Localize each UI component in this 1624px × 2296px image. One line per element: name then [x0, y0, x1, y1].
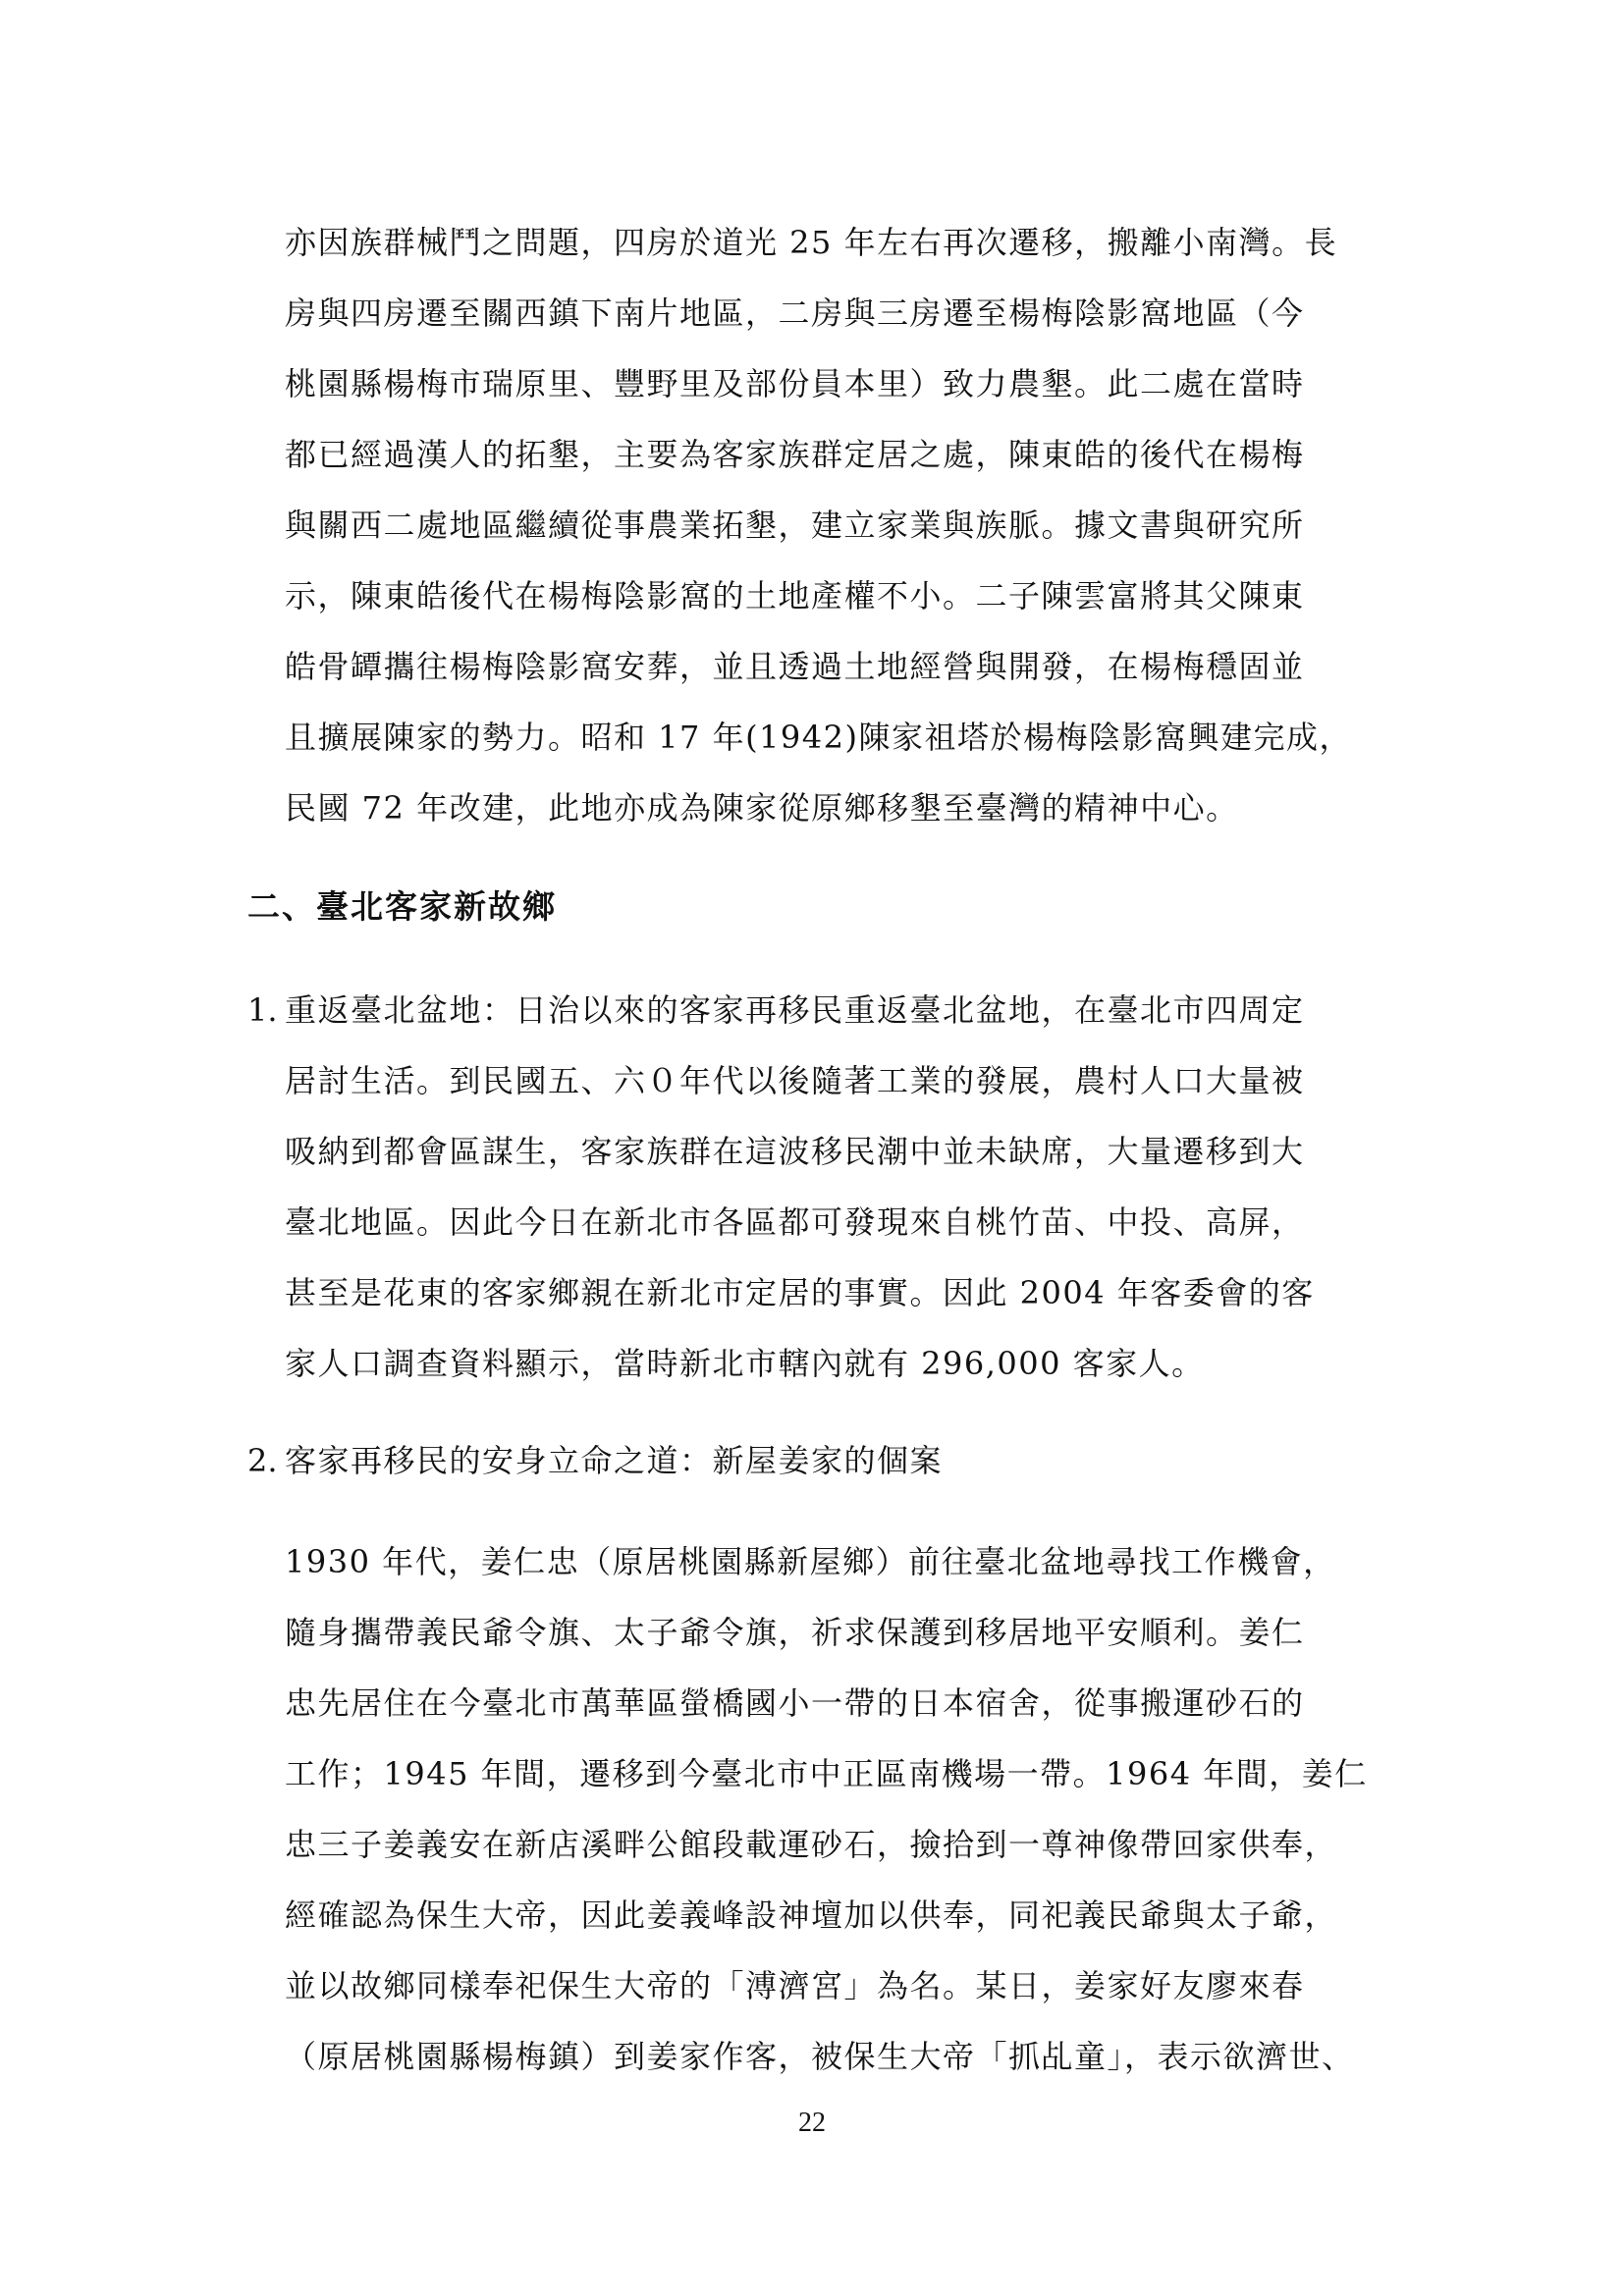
- text-line: 房與四房遷至關西鎮下南片地區，二房與三房遷至楊梅陰影窩地區（今: [285, 294, 1305, 332]
- list-item-title: 客家再移民的安身立命之道：新屋姜家的個案: [285, 1442, 944, 1479]
- text-line: 忠先居住在今臺北市萬華區螢橋國小一帶的日本宿舍，從事搬運砂石的: [285, 1684, 1305, 1722]
- text-line: 臺北地區。因此今日在新北市各區都可發現來自桃竹苗、中投、高屏，: [285, 1203, 1305, 1241]
- text-line: 工作；1945 年間，遷移到今臺北市中正區南機場一帶。1964 年間，姜仁: [285, 1755, 1368, 1792]
- text-line: 甚至是花東的客家鄉親在新北市定居的事實。因此 2004 年客委會的客: [285, 1274, 1315, 1311]
- text-line: 亦因族群械鬥之問題，四房於道光 25 年左右再次遷移，搬離小南灣。長: [285, 224, 1338, 261]
- text-line: 並以故鄉同樣奉祀保生大帝的「溥濟宮」為名。某日，姜家好友廖來春: [285, 1967, 1305, 2004]
- section-heading: 二、臺北客家新故鄉: [247, 887, 557, 926]
- text-line: 與關西二處地區繼續從事農業拓墾，建立家業與族脈。據文書與研究所: [285, 507, 1305, 544]
- text-line: （原居桃園縣楊梅鎮）到姜家作客，被保生大帝「抓乩童」，表示欲濟世、: [285, 2038, 1355, 2075]
- page-number: 22: [798, 2108, 826, 2138]
- text-line: 皓骨罈攜往楊梅陰影窩安葬，並且透過土地經營與開發，在楊梅穩固並: [285, 648, 1305, 685]
- list-item-number: 2.: [247, 1442, 278, 1479]
- text-line: 忠三子姜義安在新店溪畔公館段載運砂石，撿拾到一尊神像帶回家供奉，: [285, 1826, 1338, 1863]
- text-line: 重返臺北盆地：日治以來的客家再移民重返臺北盆地，在臺北市四周定: [285, 991, 1305, 1029]
- text-line: 經確認為保生大帝，因此姜義峰設神壇加以供奉，同祀義民爺與太子爺，: [285, 1896, 1338, 1934]
- text-line: 都已經過漢人的拓墾，主要為客家族群定居之處，陳東皓的後代在楊梅: [285, 436, 1305, 473]
- text-line: 隨身攜帶義民爺令旗、太子爺令旗，祈求保護到移居地平安順利。姜仁: [285, 1614, 1305, 1651]
- text-line: 吸納到都會區謀生，客家族群在這波移民潮中並未缺席，大量遷移到大: [285, 1133, 1305, 1170]
- text-line: 示，陳東皓後代在楊梅陰影窩的土地產權不小。二子陳雲富將其父陳東: [285, 577, 1305, 614]
- text-line: 居討生活。到民國五、六０年代以後隨著工業的發展，農村人口大量被: [285, 1062, 1305, 1099]
- text-line: 家人口調查資料顯示，當時新北市轄內就有 296,000 客家人。: [285, 1345, 1205, 1382]
- text-line: 民國 72 年改建，此地亦成為陳家從原鄉移墾至臺灣的精神中心。: [285, 789, 1239, 827]
- text-line: 1930 年代，姜仁忠（原居桃園縣新屋鄉）前往臺北盆地尋找工作機會，: [285, 1543, 1336, 1580]
- text-line: 且擴展陳家的勢力。昭和 17 年(1942)陳家祖塔於楊梅陰影窩興建完成，: [285, 719, 1352, 756]
- text-line: 桃園縣楊梅市瑞原里、豐野里及部份員本里）致力農墾。此二處在當時: [285, 365, 1305, 402]
- list-item-number: 1.: [247, 991, 278, 1029]
